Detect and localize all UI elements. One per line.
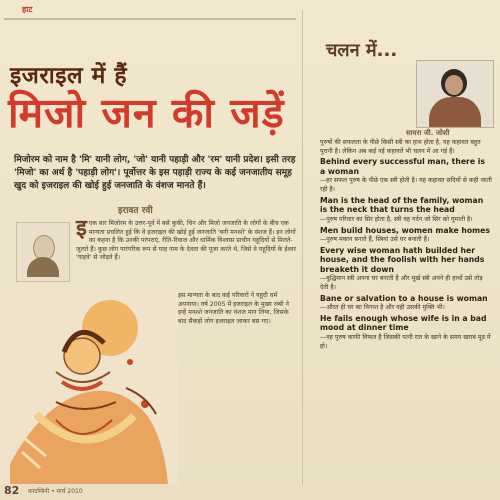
quote-heading: Behind every successful man, there is a woman	[320, 157, 485, 176]
page-footer	[0, 484, 300, 498]
article-body-text: एक बार मिजोरम के उत्तर-पूर्व में बसे कुकी, चिन और मिजो जनजाति के लोगों के बीच एक मान्यता प्रचलित हुई कि वे इजराइल की खोई हुई जनजाति 'बनी मनश्शे' के वंशज हैं। इन लोगों का कहना है कि उनकी परंपराएं, रीति-रिवाज और धार्मिक विश्वास प्राचीन यहूदियों से मिलते-जुलते हैं। कुछ लोग पारंपरिक रूप से याह नाम के देवता की पूजा करते थे, जिसे वे यहूदियों के ईश्वर 'याहवे' से जोड़ते हैं।	[76, 220, 297, 262]
article-kicker: इजराइल में हैं	[10, 63, 128, 89]
column-paragraph: —औरत ही घर का विनाश है और वही उसकी मुक्ति भी।	[320, 304, 445, 312]
column-paragraph: —वह पुरुष काफी विफल है जिसकी पत्नी रात के खाने के समय खराब मूड में हो।	[320, 333, 491, 350]
magazine-name: कादम्बिनी • मार्च 2010	[28, 488, 83, 495]
section-tag	[4, 2, 296, 20]
page-number: 82	[4, 484, 20, 497]
column-paragraph: —बुद्धिमान स्त्री अपना घर बनाती है और मूर्ख स्त्री अपने ही हाथों उसे तोड़ देती है।	[320, 275, 483, 291]
article-lede: मिजोरम को नाम है 'मि' यानी लोग, 'जो' यानी पहाड़ी और 'रम' यानी प्रदेश। इसी तरह 'मिजो' का अर्थ है 'पहाड़ी लोग'। पूर्वोत्तर के इस पहाड़ी राज्य के कई जनजातीय समूह खुद को इजराइल की खोई हुई जनजाति के वंशज मानते हैं।	[14, 155, 296, 191]
quote-heading: Men build houses, women make homes	[320, 225, 490, 235]
columnist-photo	[416, 60, 494, 128]
column-paragraph: —पुरुष परिवार का सिर होता है, स्त्री वह गर्दन जो सिर को घुमाती है।	[320, 215, 473, 223]
article-body-continued: इस मान्यता के बाद कई परिवारों ने यहूदी धर्म अपनाया। वर्ष 2005 में इजराइल के मुख्य रब्बी ने इन्हें मनश्शे जनजाति का वंशज मान लिया, जिसके बाद सैकड़ों लोग इजराइल जाकर बस गए।	[178, 292, 289, 325]
column-paragraph: —पुरुष मकान बनाते हैं, स्त्रियां उसे घर बनाती हैं।	[320, 236, 430, 244]
quote-heading: Bane or salvation to a house is woman	[320, 293, 488, 303]
quote-heading: He fails enough whose wife is in a bad mood at dinner time	[320, 313, 487, 333]
column-divider	[302, 10, 303, 485]
columnist-name: सायरा जी. जोशी	[406, 129, 450, 137]
quote-heading: Every wise woman hath builded her house, and the foolish with her hands breaketh it down	[320, 245, 485, 274]
illustration	[0, 288, 178, 484]
column-paragraph: —हर सफल पुरुष के पीछे एक स्त्री होती है। यह कहावत सदियों से कही जाती रही है।	[320, 177, 492, 194]
column-body	[320, 139, 492, 351]
column-section	[308, 0, 500, 500]
article-author: इरावत रवी	[118, 206, 153, 216]
article-body: इएक बार मिजोरम के उत्तर-पूर्व में बसे कुकी, चिन और मिजो जनजाति के लोगों के बीच एक मान्यता प्रचलित हुई कि वे इजराइल की खोई हुई जनजाति 'बनी मनश्शे' के वंशज हैं। इन लोगों का कहना है कि उनकी परंपराएं, रीति-रिवाज और धार्मिक विश्वास प्राचीन यहूदियों से मिलते-जुलते हैं। कुछ लोग पारंपरिक रूप से याह नाम के देवता की पूजा करते थे, जिसे वे यहूदियों के ईश्वर 'याहवे' से जोड़ते हैं।	[76, 216, 297, 262]
column-paragraph: पुरुषों की सफलता के पीछे किसी स्त्री का हाथ होता है, यह कहावत बहुत पुरानी है। लेकिन अब कई नई कहावतें भी चलन में आ गई हैं।	[320, 139, 481, 155]
quote-heading: Man is the head of the family, woman is the neck that turns the head	[320, 195, 484, 215]
section-tag-label: हाट	[22, 5, 33, 14]
column-title: चलन में...	[326, 40, 398, 61]
author-photo	[16, 222, 70, 282]
article-headline: मिजो जन की जड़ें	[8, 89, 285, 137]
